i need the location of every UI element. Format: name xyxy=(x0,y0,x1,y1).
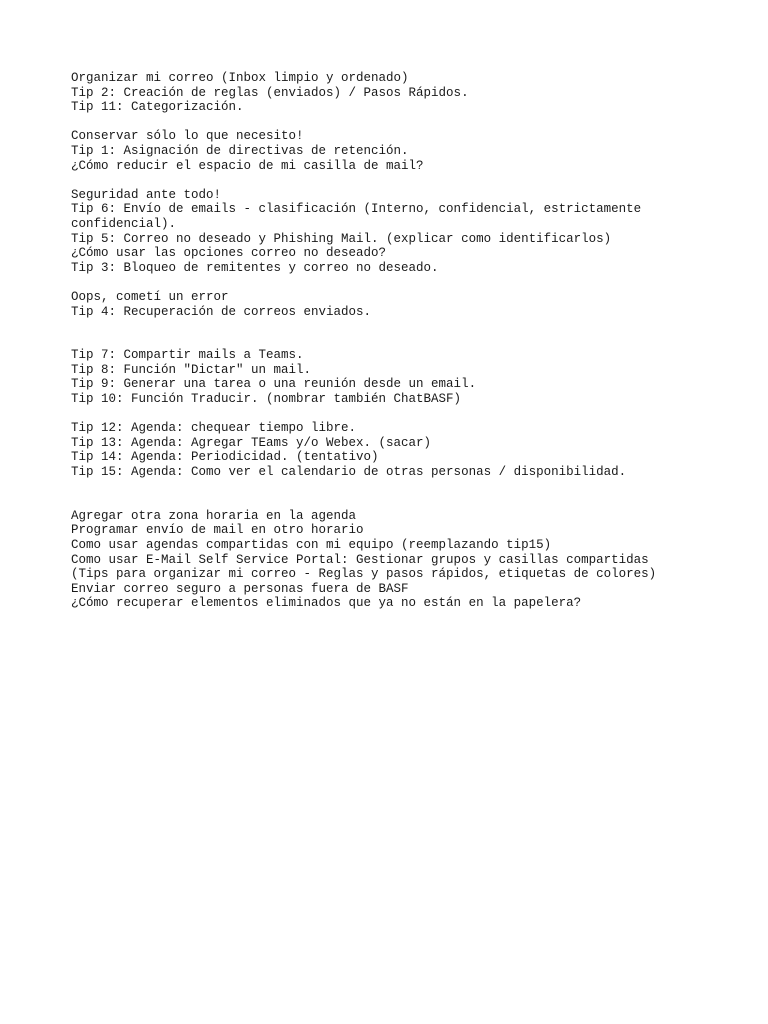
text-line: Tip 2: Creación de reglas (enviados) / Pasos Rápidos. xyxy=(71,85,469,100)
text-line: Agregar otra zona horaria en la agenda xyxy=(71,508,357,523)
text-line: Tip 3: Bloqueo de remitentes y correo no deseado. xyxy=(71,260,439,275)
text-line: (Tips para organizar mi correo - Reglas y pasos rápidos, etiquetas de colores) xyxy=(71,567,657,582)
section-tips-agenda xyxy=(71,421,751,479)
document-page xyxy=(71,71,751,626)
text-line: ¿Cómo reducir el espacio de mi casilla de mail? xyxy=(71,158,424,173)
text-line: ¿Cómo recuperar elementos eliminados que ya no están en la papelera? xyxy=(71,596,582,611)
text-line: Tip 6: Envío de emails - clasificación (Interno, confidencial, estrictamente confidencial). xyxy=(71,202,649,231)
section-organizar-correo xyxy=(71,71,751,115)
section-conservar xyxy=(71,129,751,173)
text-line: Enviar correo seguro a personas fuera de BASF xyxy=(71,581,409,596)
text-line: Tip 1: Asignación de directivas de retención. xyxy=(71,143,409,158)
text-line: Tip 4: Recuperación de correos enviados. xyxy=(71,304,372,319)
text-line: Tip 13: Agenda: Agregar TEams y/o Webex. (sacar) xyxy=(71,435,432,450)
text-line: Programar envío de mail en otro horario xyxy=(71,523,364,538)
section-tips-productividad xyxy=(71,348,751,406)
section-heading: Seguridad ante todo! xyxy=(71,187,222,202)
text-line: Tip 9: Generar una tarea o una reunión desde un email. xyxy=(71,377,477,392)
section-heading: Conservar sólo lo que necesito! xyxy=(71,129,304,144)
section-pendientes xyxy=(71,509,751,611)
text-line: Como usar E-Mail Self Service Portal: Gestionar grupos y casillas compartidas xyxy=(71,552,649,567)
text-line: Tip 8: Función "Dictar" un mail. xyxy=(71,362,312,377)
text-line: Tip 10: Función Traducir. (nombrar también ChatBASF) xyxy=(71,392,462,407)
text-line: Tip 12: Agenda: chequear tiempo libre. xyxy=(71,421,357,436)
text-line: Tip 7: Compartir mails a Teams. xyxy=(71,348,304,363)
text-line: Tip 11: Categorización. xyxy=(71,100,244,115)
text-line: Tip 5: Correo no deseado y Phishing Mail. (explicar como identificarlos) xyxy=(71,231,612,246)
section-oops xyxy=(71,290,751,319)
text-line: Tip 14: Agenda: Periodicidad. (tentativo) xyxy=(71,450,379,465)
text-line: Como usar agendas compartidas con mi equipo (reemplazando tip15) xyxy=(71,538,552,552)
section-heading: Oops, cometí un error xyxy=(71,289,229,304)
text-line: Tip 15: Agenda: Como ver el calendario de otras personas / disponibilidad. xyxy=(71,465,627,480)
section-heading: Organizar mi correo (Inbox limpio y ordenado) xyxy=(71,71,409,85)
text-line: ¿Cómo usar las opciones correo no deseado? xyxy=(71,246,387,261)
section-seguridad xyxy=(71,188,751,276)
